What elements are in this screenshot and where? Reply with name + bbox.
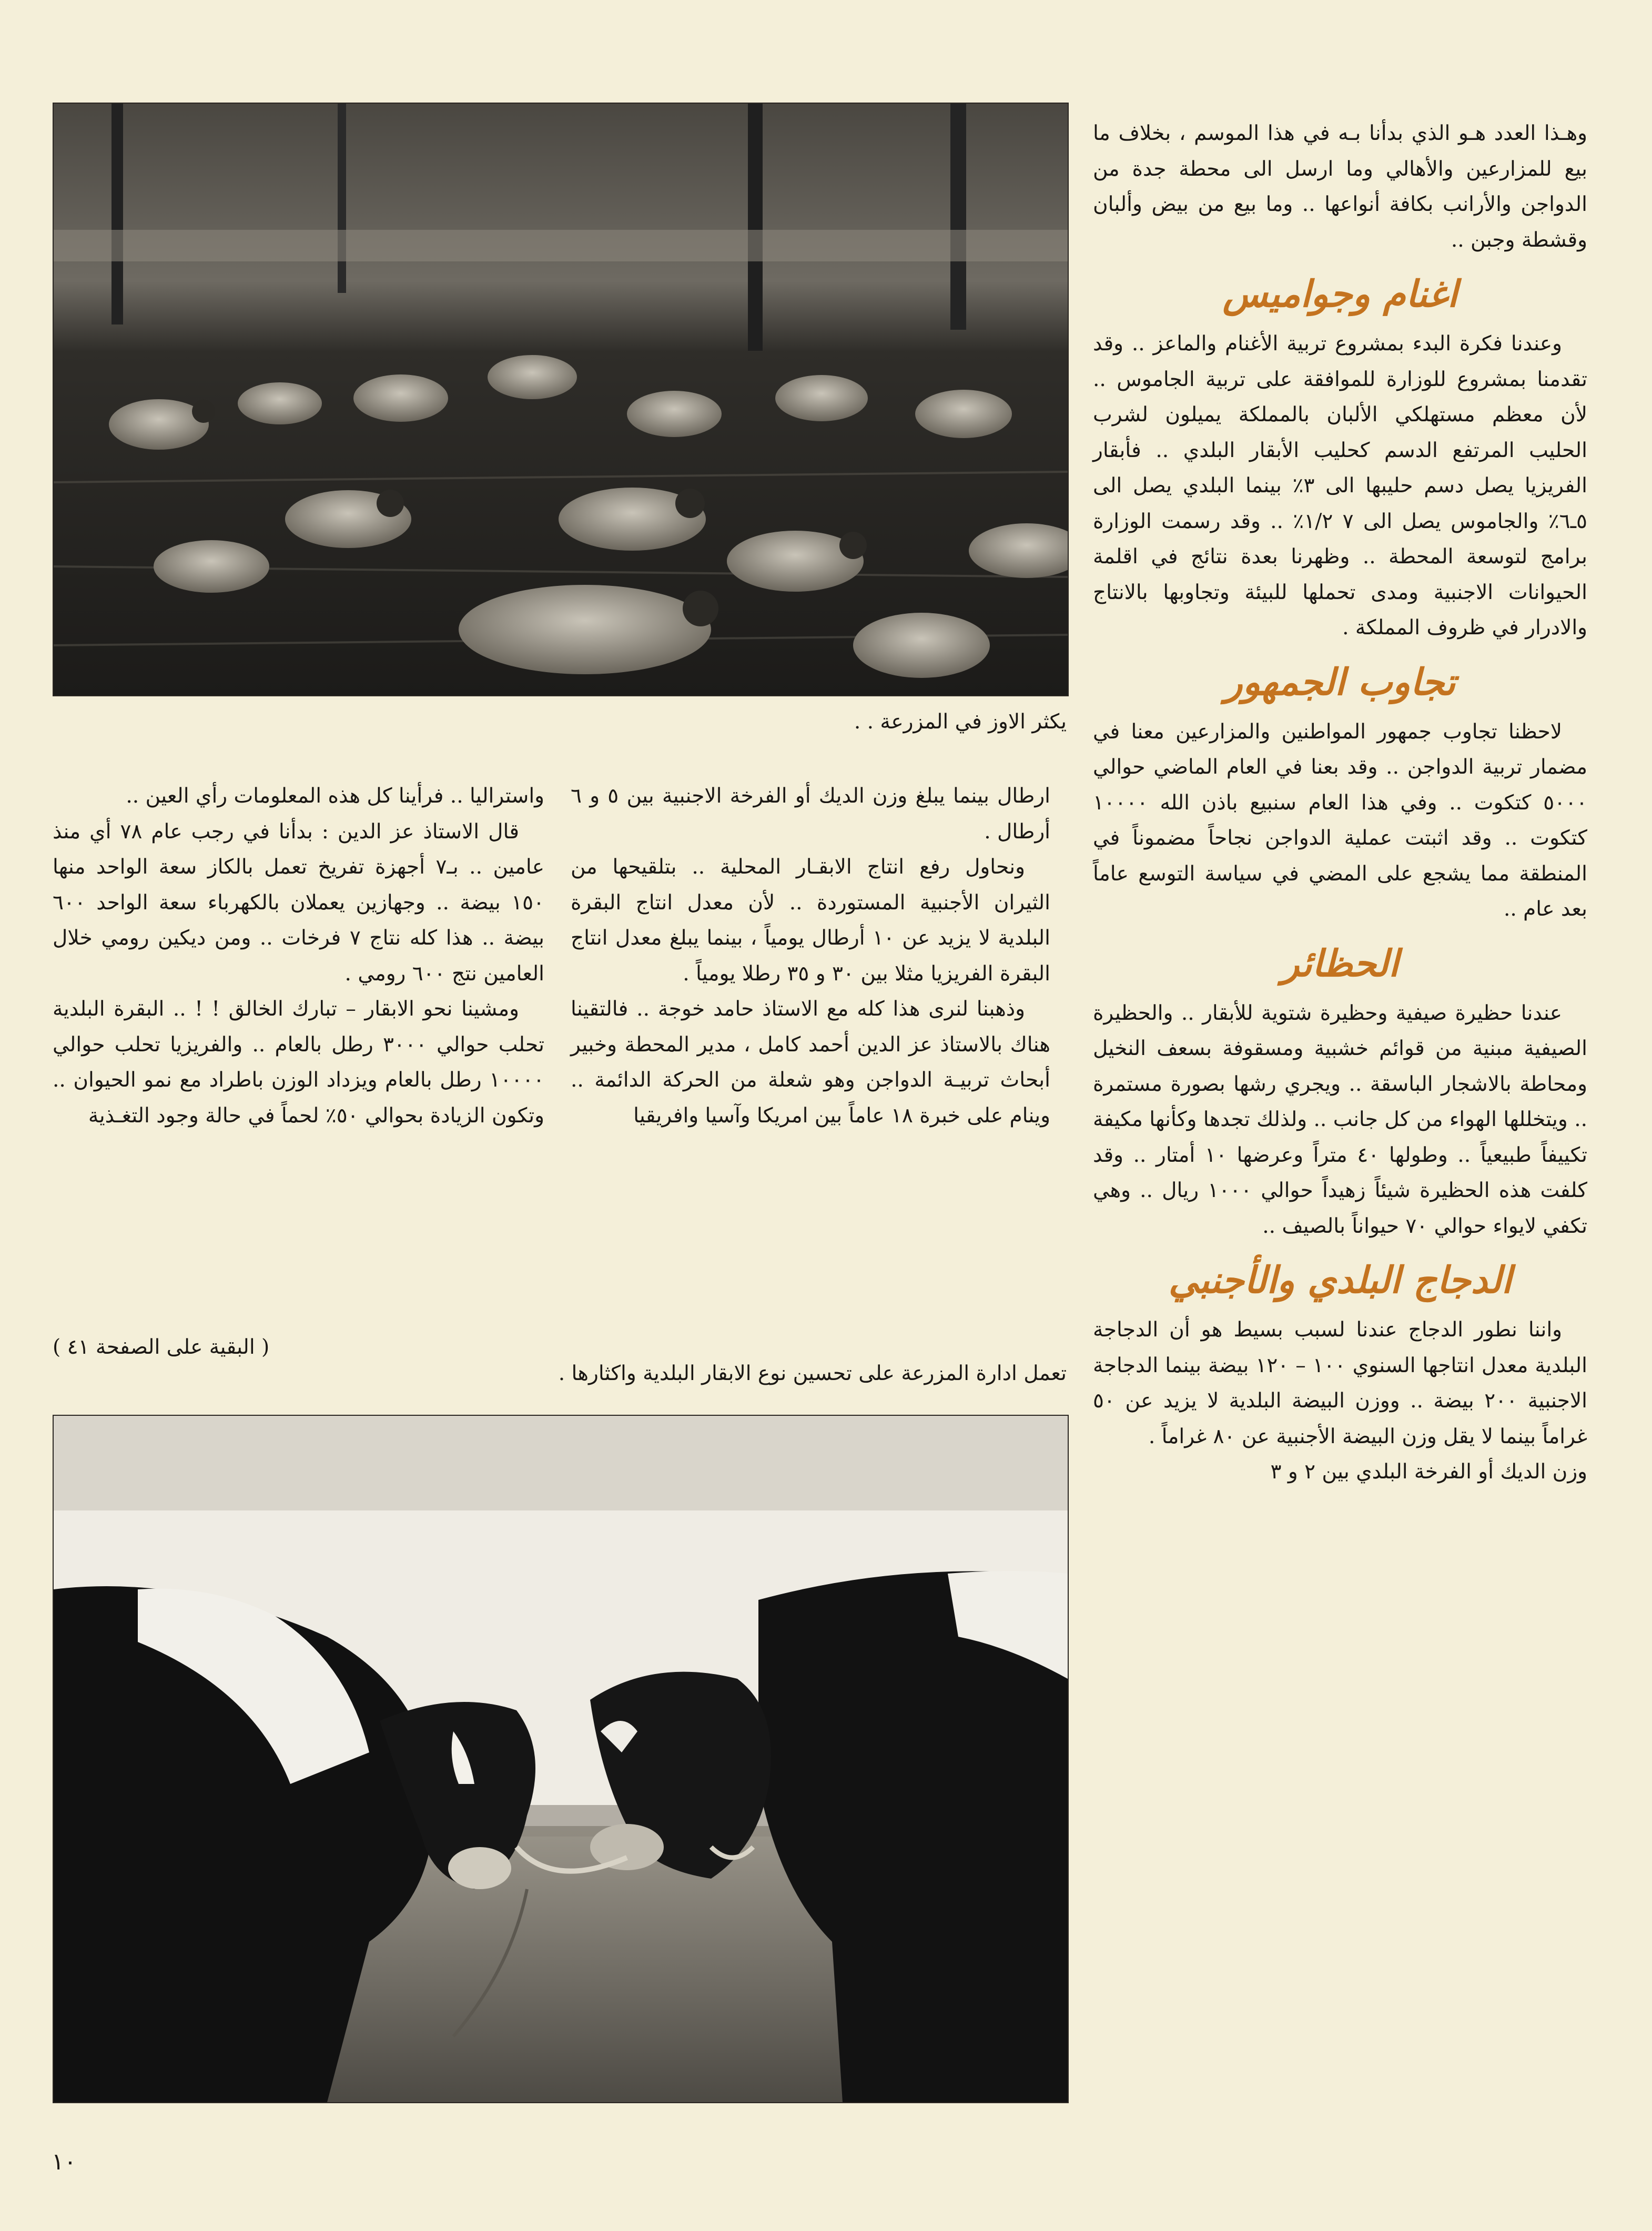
cows-photo-image xyxy=(54,1416,1068,2102)
cows-photo xyxy=(53,1415,1069,2103)
right-column xyxy=(1093,116,1587,1490)
visit-paragraph: وذهبنا لنرى هذا كله مع الاستاذ حامد خوجة .. فالتقينا هناك بالاستاذ عز الدين أحمد كامل ، مدير المحطة وخبير أبحاث تربيـة الدواجن وهو شعلة من الحركة الدائمة .. وينام على خبرة ١٨ عاماً بين امريكا وآسيا وافريقيا xyxy=(571,997,1050,1128)
middle-right-column xyxy=(571,778,1050,1133)
heading-barns: الحظائر xyxy=(1281,941,1399,985)
barns-paragraph: عندنا حظيرة صيفية وحظيرة شتوية للأبقار .. والحظيرة الصيفية مبنية من قوائم خشبية ومسقوفة بسعف النخيل ومحاطة بالاشجار الباسقة .. ويجري رشها بصورة مستمرة .. ويتخللها الهواء من كل جانب .. ولذلك تجدها وكأنها مكيفة تكييفاً طبيعياً .. وطولها ٤٠ متراً وعرضها ١٠ أمتار .. وقد كلفت هذه الحظيرة شيئاً زهيداً حوالي ١٠٠٠ ريال .. وهي تكفي لايواء حوالي ٧٠ حيواناً بالصيف .. xyxy=(1093,1001,1587,1238)
intro-paragraph: وهـذا العدد هـو الذي بدأنا بـه في هذا الموسم ، بخلاف ما بيع للمزارعين والأهالي وما ارسل الى محطة جدة من الدواجن والأرانب بكافة أنواعها .. وما بيع من بيض وألبان وقشطة وجبن .. xyxy=(1093,121,1587,252)
cows-caption: تعمل ادارة المزرعة على تحسين نوع الابقار البلدية واكثارها . xyxy=(558,1362,1067,1385)
heading-public-response: تجاوب الجمهور xyxy=(1224,660,1456,704)
page-number: ١٠ xyxy=(52,2148,77,2175)
ducks-photo-image xyxy=(54,104,1068,695)
heading-chickens: الدجاج البلدي والأجنبي xyxy=(1168,1258,1512,1302)
chickens-weight-paragraph: وزن الديك أو الفرخة البلدي بين ٢ و ٣ xyxy=(1270,1460,1587,1484)
continued-note: ( البقية على الصفحة ٤١ ) xyxy=(53,1335,270,1359)
rooster-weight-paragraph: ارطال بينما يبلغ وزن الديك أو الفرخة الاجنبية بين ٥ و ٦ أرطال . xyxy=(571,784,1050,844)
sheep-buffalo-paragraph: وعندنا فكرة البدء بمشروع تربية الأغنام والماعز .. وقد تقدمنا بمشروع للوزارة للموافقة على تربية الجاموس .. لأن معظم مستهلكي الألبان بالمملكة يميلون لشرب الحليب المرتفع الدسم كحليب الأبقار البلدي .. فأبقار الفريزيا يصل دسم حليبها الى ٣٪ بينما البلدي يصل الى ٥ـ٦٪ والجاموس يصل الى ٧ ١/٢٪ .. وقد رسمت الوزارة برامج لتوسعة المحطة .. وظهرنا بعدة نتائج في اقلمة الحيوانات الاجنبية ومدى تحملها للبيئة وتجاوبها بالانتاج والادرار في ظروف المملكة . xyxy=(1093,332,1587,640)
middle-left-column xyxy=(53,778,544,1133)
ducks-caption: يكثر الاوز في المزرعة . . xyxy=(854,710,1067,734)
public-response-paragraph: لاحظنا تجاوب جمهور المواطنين والمزارعين معنا في مضمار تربية الدواجن .. وقد بعنا في العام الماضي حوالي ٥٠٠٠ كتكوت .. وفي هذا العام سنبيع باذن الله ١٠٠٠٠ كتكوت .. وقد اثبتت عملية الدواجن نجاحاً مضموناً في المنطقة مما يشجع على المضي في سياسة التوسع عاماً بعد عام .. xyxy=(1093,719,1587,921)
incubators-paragraph: قال الاستاذ عز الدين : بدأنا في رجب عام ٧٨ أي منذ عامين .. بـ٧ أجهزة تفريخ تعمل بالكاز سعة الواحد منها ١٥٠ بيضة .. وجهازين يعملان بالكهرباء سعة الواحد ٦٠٠ بيضة .. هذا كله نتاج ٧ فرخات .. ومن ديكين رومي خلال العامين نتج ٦٠٠ رومي . xyxy=(53,819,544,986)
chickens-paragraph: واننا نطور الدجاج عندنا لسبب بسيط هو أن الدجاجة البلدية معدل انتاجها السنوي ١٠٠ – ١٢٠ بيضة بينما الدجاجة الاجنبية ٢٠٠ بيضة .. ووزن البيضة البلدية لا يزيد عن ٥٠ غراماً بينما لا يقل وزن البيضة الأجنبية عن ٨٠ غراماً . xyxy=(1093,1318,1588,1448)
australia-paragraph: واستراليا .. فرأينا كل هذه المعلومات رأي العين .. xyxy=(126,784,544,808)
cows-milk-paragraph: ومشينا نحو الابقار – تبارك الخالق ! ! .. البقرة البلدية تحلب حوالي ٣٠٠٠ رطل بالعام .. والفريزيا تحلب حوالي ١٠٠٠٠ رطل بالعام ويزداد الوزن باطراد مع نمو الحيوان .. وتكون الزيادة بحوالي ٥٠٪ لحماً في حالة وجود التغـذية xyxy=(53,997,544,1128)
ducks-photo xyxy=(53,103,1069,696)
heading-sheep-buffalo: اغنام وجواميس xyxy=(1222,272,1458,316)
cattle-production-paragraph: ونحاول رفع انتاج الابقـار المحلية .. بتلقيحها من الثيران الأجنبية المستوردة .. لأن معدل انتاج البقرة البلدية لا يزيد عن ١٠ أرطال يومياً ، بينما يبلغ معدل انتاج البقرة الفريزيا مثلا بين ٣٠ و ٣٥ رطلا يومياً . xyxy=(571,855,1050,986)
